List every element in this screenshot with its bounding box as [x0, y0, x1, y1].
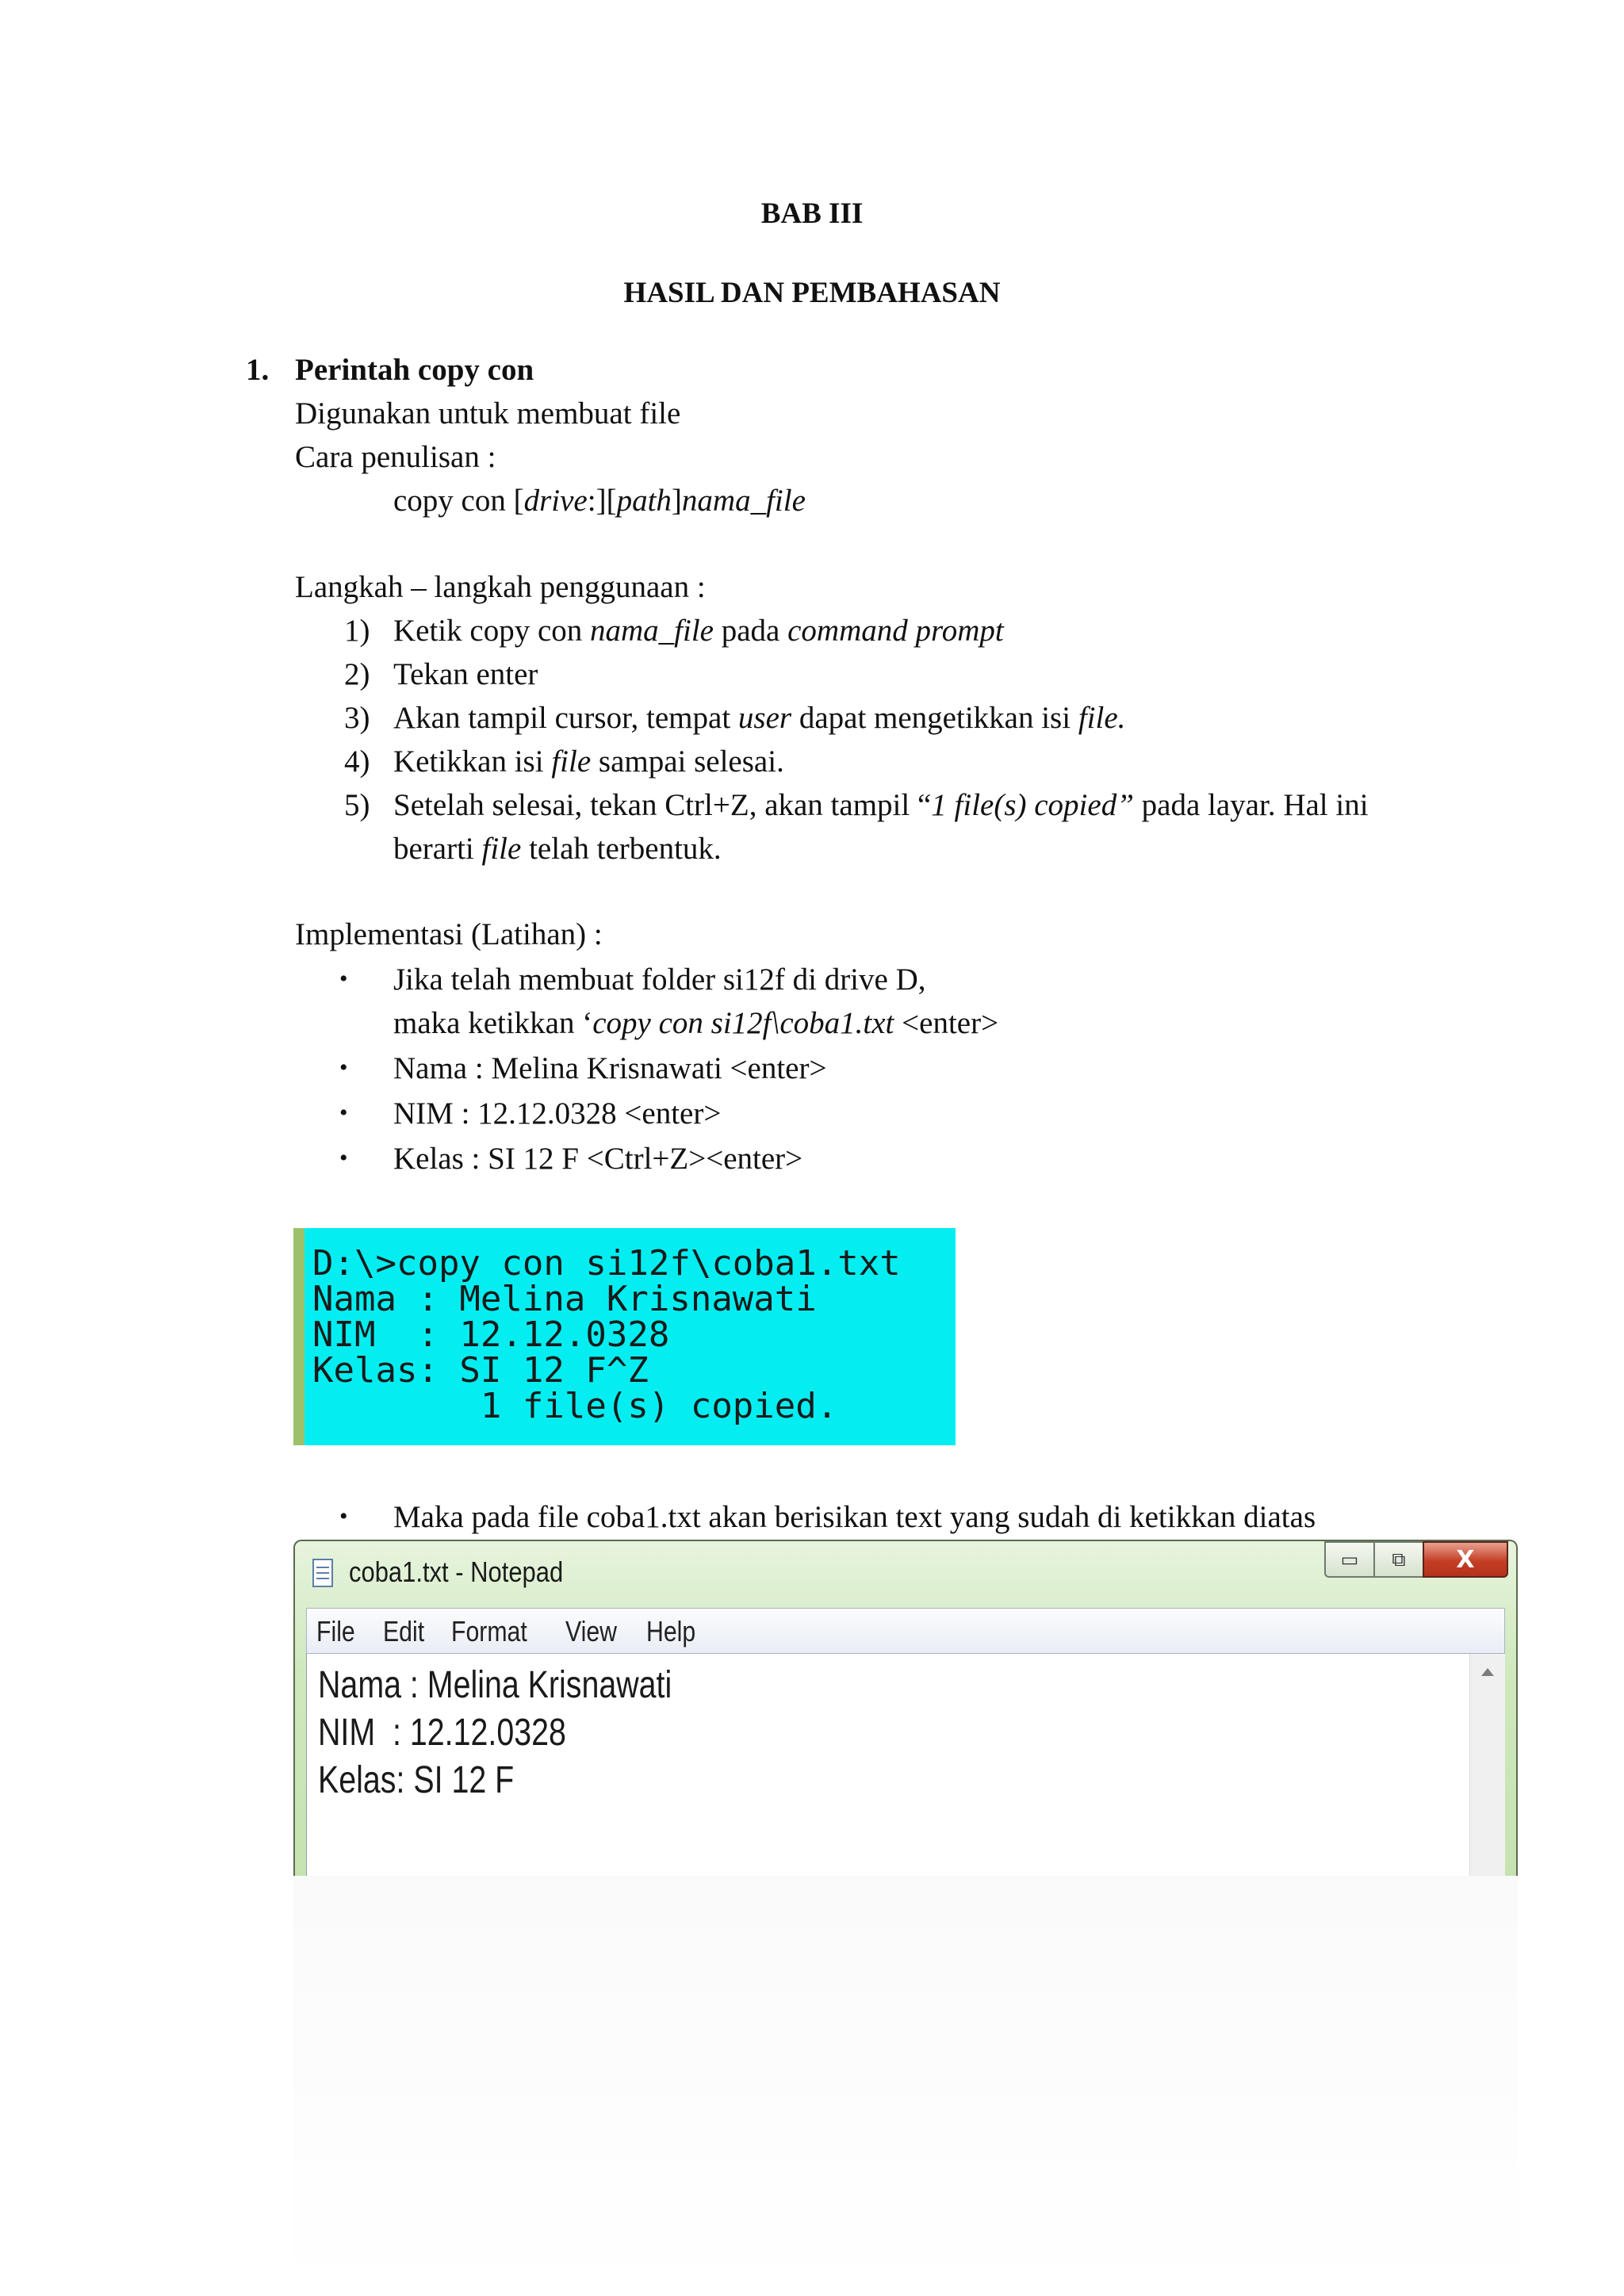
- bullet-2-text: Nama : Melina Krisnawati <enter>: [393, 1051, 827, 1085]
- bullet-1-marker: •: [339, 966, 348, 992]
- menu-bar: [306, 1608, 1505, 1654]
- notepad-window: [293, 1540, 1518, 1876]
- syntax-label: Cara penulisan :: [295, 440, 496, 474]
- step-3-text: Akan tampil cursor, tempat user dapat mengetikkan isi file.: [393, 701, 1126, 735]
- section-title: Perintah copy con: [295, 353, 534, 387]
- steps-label: Langkah – langkah penggunaan :: [295, 570, 706, 604]
- implementation-label: Implementasi (Latihan) :: [295, 917, 603, 951]
- step-2-number: 2): [344, 657, 370, 691]
- cmd-line: NIM : 12.12.0328: [312, 1314, 670, 1355]
- intro-description: Digunakan untuk membuat file: [295, 396, 681, 430]
- step-4-text: Ketikkan isi file sampai selesai.: [393, 744, 784, 779]
- minimize-button[interactable]: ▭: [1324, 1541, 1373, 1578]
- bullet-1-line-1: Jika telah membuat folder si12f di drive D,: [393, 962, 926, 997]
- menu-help[interactable]: Help: [646, 1615, 696, 1647]
- menu-edit[interactable]: Edit: [383, 1615, 425, 1647]
- step-3-number: 3): [344, 701, 370, 735]
- maximize-button[interactable]: ⧉: [1373, 1541, 1423, 1578]
- bullet-4-text: Kelas : SI 12 F <Ctrl+Z><enter>: [393, 1142, 803, 1176]
- command-prompt-screenshot: [293, 1228, 956, 1445]
- section-number: 1.: [246, 353, 270, 387]
- step-5-text-continued: berarti file telah terbentuk.: [393, 832, 722, 866]
- cmd-line: 1 file(s) copied.: [312, 1386, 838, 1426]
- screenshot-shadow: [293, 1876, 1518, 2296]
- bullet-5-marker: •: [339, 1503, 348, 1529]
- step-1-number: 1): [344, 614, 370, 648]
- step-4-number: 4): [344, 744, 370, 779]
- cmd-line: Nama : Melina Krisnawati: [312, 1279, 817, 1319]
- scroll-up-icon[interactable]: [1481, 1668, 1494, 1676]
- notepad-icon: [312, 1559, 333, 1587]
- chapter-title: HASIL DAN PEMBAHASAN: [623, 277, 1001, 309]
- editor-content: [318, 1662, 672, 1804]
- chapter-heading: BAB III: [760, 197, 864, 230]
- step-5-text: Setelah selesai, tekan Ctrl+Z, akan tampil “1 file(s) copied” pada layar. Hal ini: [393, 788, 1369, 822]
- bullet-3-marker: •: [339, 1100, 348, 1126]
- bullet-1-line-2: maka ketikkan ‘copy con si12f\coba1.txt <enter>: [393, 1006, 999, 1040]
- menu-view[interactable]: View: [565, 1615, 618, 1647]
- notepad-title: coba1.txt - Notepad: [349, 1556, 564, 1588]
- menu-format[interactable]: Format: [451, 1615, 527, 1647]
- bullet-5-text: Maka pada file coba1.txt akan berisikan text yang sudah di ketikkan diatas: [393, 1500, 1316, 1534]
- close-button[interactable]: X: [1423, 1541, 1508, 1578]
- step-5-number: 5): [344, 788, 370, 822]
- bullet-3-text: NIM : 12.12.0328 <enter>: [393, 1096, 722, 1131]
- vertical-scrollbar[interactable]: [1469, 1654, 1505, 1876]
- editor-line: Kelas: SI 12 F: [318, 1759, 515, 1801]
- step-1-text: Ketik copy con nama_file pada command prompt: [393, 614, 1004, 648]
- bullet-4-marker: •: [339, 1145, 348, 1171]
- editor-line: Nama : Melina Krisnawati: [318, 1664, 672, 1706]
- cmd-line: D:\>copy con si12f\coba1.txt: [312, 1243, 901, 1284]
- menu-file[interactable]: File: [316, 1615, 355, 1647]
- syntax-line: copy con [drive:][path]nama_file: [393, 484, 806, 518]
- window-controls: [1324, 1541, 1508, 1581]
- bullet-2-marker: •: [339, 1054, 348, 1081]
- text-editor-area[interactable]: [306, 1654, 1505, 1876]
- cmd-line: Kelas: SI 12 F^Z: [312, 1350, 649, 1391]
- editor-line: NIM : 12.12.0328: [318, 1712, 566, 1754]
- step-2-text: Tekan enter: [393, 657, 538, 691]
